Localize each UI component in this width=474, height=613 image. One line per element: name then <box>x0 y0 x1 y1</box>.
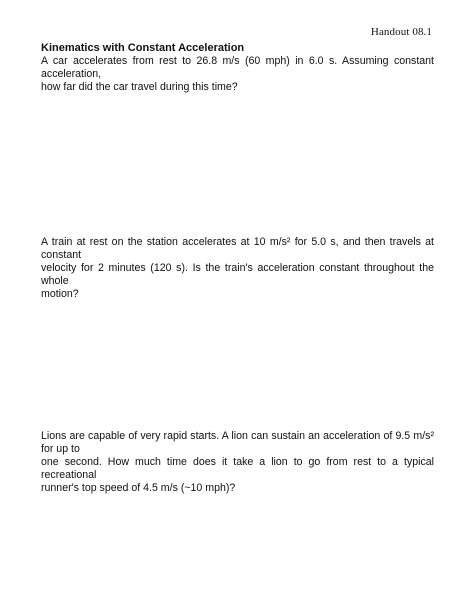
question-2-line-3: motion? <box>41 288 79 300</box>
question-3 <box>41 430 434 495</box>
question-2-line-1: A train at rest on the station accelerates at 10 m/s² for 5.0 s, and then travels at constant <box>41 236 434 261</box>
question-2-line-2: velocity for 2 minutes (120 s). Is the train's acceleration constant throughout the whole <box>41 262 434 287</box>
question-3-line-1: Lions are capable of very rapid starts. A lion can sustain an acceleration of 9.5 m/s² for up to <box>41 430 434 455</box>
question-2 <box>41 236 434 301</box>
question-1-line-1: A car accelerates from rest to 26.8 m/s (60 mph) in 6.0 s. Assuming constant acceleration, <box>41 55 434 80</box>
question-1-line-2: how far did the car travel during this time? <box>41 81 238 93</box>
question-3-line-2: one second. How much time does it take a lion to go from rest to a typical recreational <box>41 456 434 481</box>
question-3-line-3: runner's top speed of 4.5 m/s (~10 mph)? <box>41 482 236 494</box>
question-1 <box>41 55 434 94</box>
handout-number: Handout 08.1 <box>370 26 432 38</box>
worksheet-title: Kinematics with Constant Acceleration <box>41 42 245 54</box>
